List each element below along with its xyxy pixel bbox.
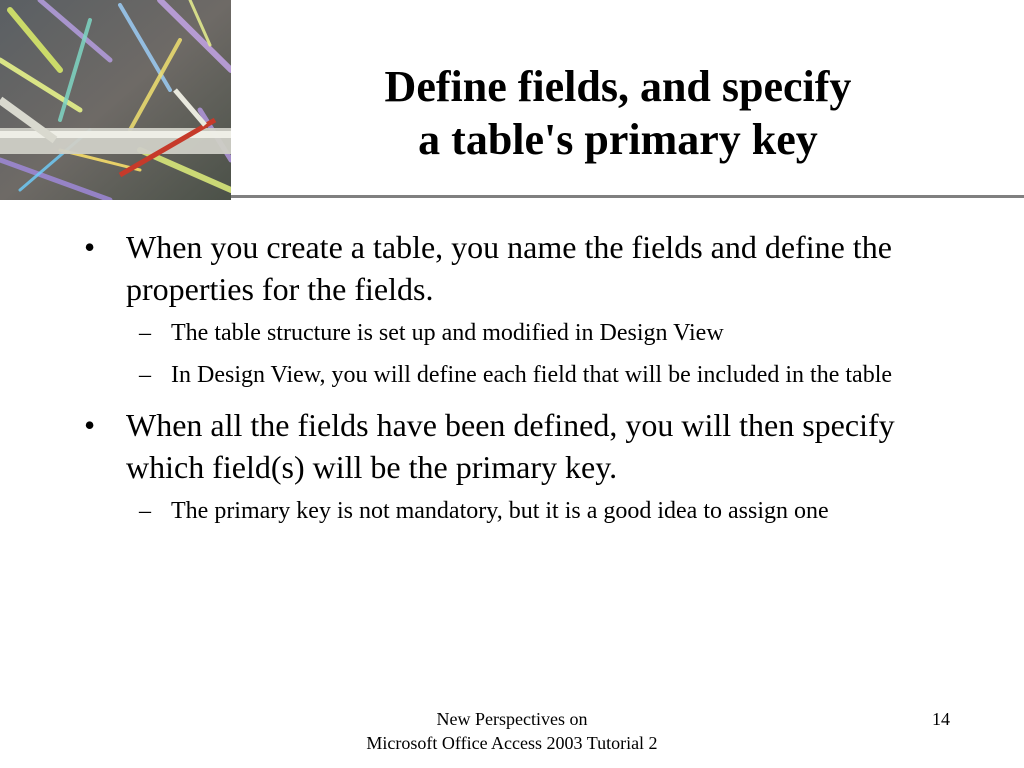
bullet-marker: • xyxy=(84,407,96,443)
sub-bullet-marker: – xyxy=(139,362,151,388)
footer-line-2: Microsoft Office Access 2003 Tutorial 2 xyxy=(366,733,658,753)
sub-bullet-item xyxy=(84,358,931,392)
bullet-text: When all the fields have been defined, you will then specify which field(s) will be the primary key. xyxy=(126,407,895,485)
sub-bullet-item xyxy=(84,494,931,528)
sub-bullet-marker: – xyxy=(139,498,151,524)
header-decorative-photo xyxy=(0,0,231,200)
sub-bullet-list xyxy=(84,316,944,392)
bullet-item xyxy=(84,404,944,528)
sub-bullet-text: In Design View, you will define each field that will be included in the table xyxy=(171,362,893,388)
slide-title-line-1: Define fields, and specify xyxy=(384,62,852,111)
sub-bullet-marker: – xyxy=(139,320,151,346)
bullet-text: When you create a table, you name the fields and define the properties for the fields. xyxy=(126,229,892,307)
sub-bullet-list xyxy=(84,494,944,528)
title-divider xyxy=(231,195,1024,198)
bullet-item xyxy=(84,226,944,392)
slide-title-line-2: a table's primary key xyxy=(418,115,818,164)
bullet-marker: • xyxy=(84,229,96,265)
slide-body xyxy=(84,226,944,540)
page-number: 14 xyxy=(932,709,950,729)
slide-title xyxy=(300,60,936,166)
footer-caption xyxy=(312,707,712,755)
footer-line-1: New Perspectives on xyxy=(436,709,588,729)
sub-bullet-text: The table structure is set up and modified in Design View xyxy=(171,320,724,346)
sub-bullet-item xyxy=(84,316,931,350)
sub-bullet-text: The primary key is not mandatory, but it is a good idea to assign one xyxy=(171,498,829,524)
